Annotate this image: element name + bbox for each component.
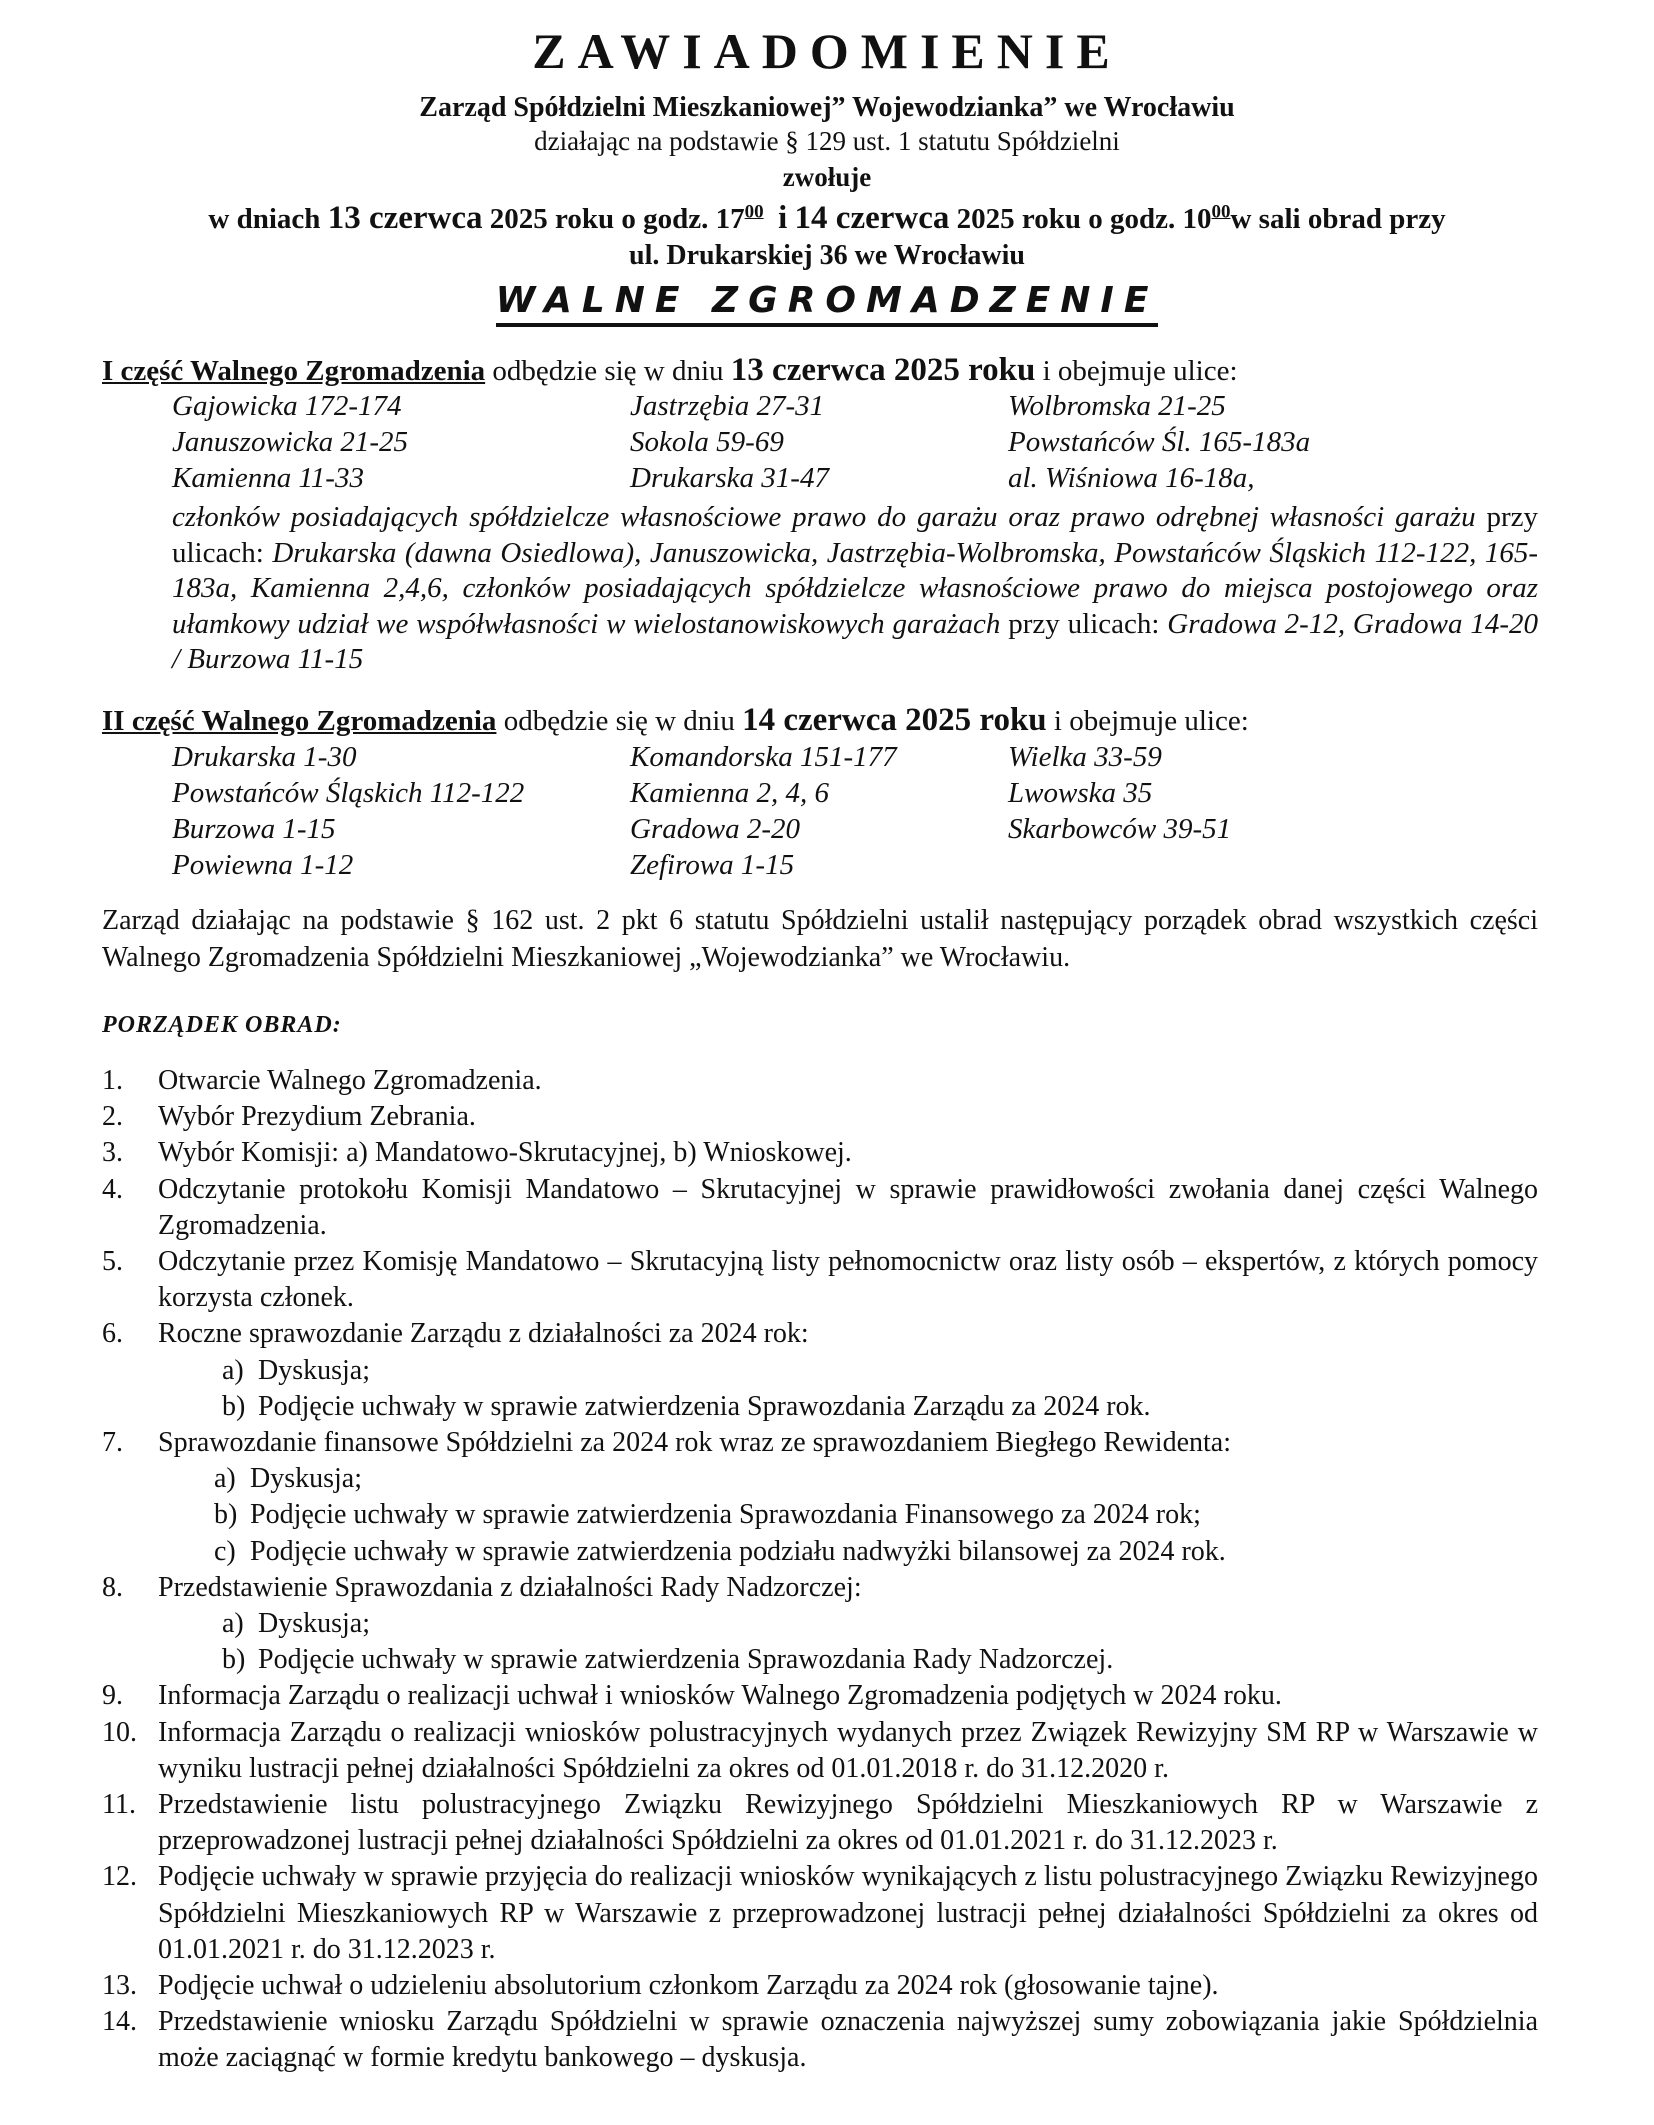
agenda-subitem-text: Podjęcie uchwały w sprawie zatwierdzenia Sprawozdania Rady Nadzorczej. (258, 1644, 1114, 1676)
street-name: Drukarska 31-47 (630, 462, 829, 494)
agenda-subitem (102, 1534, 1538, 1570)
agenda-subitem (102, 1497, 1538, 1533)
members-text-e: Gradowa 2-12, Gradowa 14-20 / Burzowa 11-15 (172, 607, 1538, 675)
agenda-item-number: 6. (102, 1318, 123, 1350)
date-1: 13 czerwca (327, 200, 483, 236)
agenda-item-number: 2. (102, 1101, 123, 1133)
agenda-item-number: 1. (102, 1065, 123, 1096)
dates-suffix: w sali obrad przy (1230, 203, 1446, 235)
agenda-item (102, 1135, 1538, 1171)
agenda-item (102, 1678, 1538, 1714)
agenda-item (102, 1244, 1538, 1316)
part-2-suffix: i obejmuje ulice: (1053, 705, 1249, 737)
part-1-middle: odbędzie się w dniu (492, 355, 724, 387)
street-name: Powiewna 1-12 (172, 849, 354, 881)
agenda-subitem-text: Dyskusja; (250, 1463, 362, 1495)
agenda-item (102, 1063, 1538, 1099)
time-1-minutes: 00 (744, 201, 764, 223)
street-name: Kamienna 2, 4, 6 (630, 777, 829, 809)
agenda-item (102, 2004, 1538, 2076)
agenda-subitem (102, 1642, 1538, 1678)
agenda-item-number: 5. (102, 1246, 123, 1278)
agenda-item-text: Podjęcie uchwały w sprawie przyjęcia do realizacji wniosków wynikających z listu polustracyjnego Związku Rewizyjnego Spółdzielni Mieszkaniowych RP w Warszawie z przeprowadzonej lustracji pełnej działalności Spółdzielni za okres od 01.01.2021 r. do 31.12.2023 r. (158, 1861, 1538, 1965)
time-2-minutes: 00 (1211, 201, 1231, 223)
agenda-item-text: Informacja Zarządu o realizacji wniosków polustracyjnych wydanych przez Związek Rewizyjny SM RP w Warszawie w wyniku lustracji pełnej działalności Spółdzielni za okres od 01.01.2018 r. do 31.12.2020 r. (158, 1716, 1538, 1784)
agenda-item (102, 1099, 1538, 1135)
agenda-subitem-text: Dyskusja; (258, 1354, 370, 1386)
street-name: Powstańców Śl. 165-183a (1008, 426, 1311, 458)
part-2-middle: odbędzie się w dniu (503, 705, 735, 737)
street-name: Gajowicka 172-174 (172, 390, 402, 422)
agenda-subitem-letter: c) (214, 1535, 236, 1567)
document-title: ZAWIADOMIENIE (532, 23, 1122, 79)
agenda-subitem-text: Podjęcie uchwały w sprawie zatwierdzenia podziału nadwyżki bilansowej za 2024 rok. (250, 1535, 1226, 1567)
agenda-item-text: Podjęcie uchwał o udzieleniu absolutorium członkom Zarządu za 2024 rok (głosowanie tajne). (158, 1970, 1219, 2002)
agenda-item-number: 4. (102, 1173, 123, 1205)
members-text-a: członków posiadających spółdzielcze własnościowe prawo do garażu oraz prawo odrębnej własności garażu (172, 501, 1476, 533)
agenda-item (102, 1570, 1538, 1606)
street-name: al. Wiśniowa 16-18a, (1008, 462, 1255, 494)
agenda-item (102, 1316, 1538, 1352)
meeting-name-heading (0, 280, 1654, 321)
agenda-item-number: 9. (102, 1680, 123, 1712)
part-2-heading (102, 702, 1249, 739)
agenda-subitem-text: Podjęcie uchwały w sprawie zatwierdzenia Sprawozdania Finansowego za 2024 rok; (250, 1499, 1201, 1531)
street-name: Kamienna 11-33 (172, 462, 364, 494)
agenda-subitem (102, 1389, 1538, 1425)
meeting-place: ul. Drukarskiej 36 we Wrocławiu (629, 240, 1025, 271)
date-1-rest: 2025 roku o godz. 17 (489, 203, 745, 235)
legal-basis-line: działając na podstawie § 129 ust. 1 statutu Spółdzielni (534, 126, 1120, 156)
street-name: Drukarska 1-30 (172, 741, 357, 773)
agenda-item (102, 1715, 1538, 1787)
agenda-subitem-letter: a) (222, 1354, 244, 1386)
agenda-subitem-text: Podjęcie uchwały w sprawie zatwierdzenia Sprawozdania Zarządu za 2024 rok. (258, 1390, 1151, 1422)
agenda-item-text: Roczne sprawozdanie Zarządu z działalności za 2024 rok: (158, 1318, 809, 1350)
agenda-item-text: Wybór Komisji: a) Mandatowo-Skrutacyjnej, b) Wnioskowej. (158, 1137, 852, 1169)
agenda-item-text: Wybór Prezydium Zebrania. (158, 1101, 476, 1133)
street-name: Komandorska 151-177 (630, 741, 897, 773)
part-1-date: 13 czerwca 2025 roku (730, 352, 1036, 388)
agenda-item (102, 1172, 1538, 1244)
agenda-subitem (102, 1461, 1538, 1497)
members-text-b: przy ulicach: (172, 501, 1538, 569)
street-name: Gradowa 2-20 (630, 813, 800, 845)
agenda-item-number: 7. (102, 1427, 123, 1459)
members-text-d: przy ulicach: (1008, 607, 1160, 640)
meeting-name: WALNE ZGROMADZENIE (496, 280, 1159, 327)
part-1-heading (102, 352, 1238, 389)
board-statement: Zarząd działając na podstawie § 162 ust. 2 pkt 6 statutu Spółdzielni ustalił następujący porządek obrad wszystkich części Walnego Zgromadzenia Spółdzielni Mieszkaniowej „Wojewodzianka” we Wrocławiu. (102, 905, 1538, 973)
street-name: Zefirowa 1-15 (630, 849, 795, 881)
street-name: Sokola 59-69 (630, 426, 784, 458)
agenda-item-number: 13. (102, 1970, 137, 2002)
convenes-line: zwołuje (782, 162, 872, 192)
agenda-item-number: 11. (102, 1789, 136, 1821)
agenda-item-number: 14. (102, 2006, 137, 2038)
part-1-suffix: i obejmuje ulice: (1042, 355, 1238, 387)
street-name: Jastrzębia 27-31 (630, 390, 825, 422)
and-word: i (778, 200, 788, 236)
agenda-item-number: 12. (102, 1861, 137, 1893)
street-name: Lwowska 35 (1008, 777, 1153, 809)
part-1-members-note (172, 500, 1538, 678)
part-2-date: 14 czerwca 2025 roku (742, 702, 1047, 738)
agenda-item-text: Przedstawienie listu polustracyjnego Związku Rewizyjnego Spółdzielni Mieszkaniowych RP w Warszawie z przeprowadzonej lustracji pełnej działalności Spółdzielni za okres od 01.01.2021 r. do 31.12.2023 r. (158, 1789, 1538, 1857)
part-1-label: I część Walnego Zgromadzenia (102, 355, 486, 387)
agenda-item-text: Sprawozdanie finansowe Spółdzielni za 2024 rok wraz ze sprawozdaniem Biegłego Rewidenta: (158, 1427, 1231, 1459)
date-2-rest: 2025 roku o godz. 10 (956, 203, 1212, 235)
agenda-item-number: 10. (102, 1716, 137, 1748)
date-2: 14 czerwca (794, 200, 950, 236)
agenda-item-text: Przedstawienie Sprawozdania z działalności Rady Nadzorczej: (158, 1571, 862, 1603)
street-name: Burzowa 1-15 (172, 813, 336, 845)
agenda-subitem-letter: b) (214, 1499, 238, 1531)
agenda-subitem-letter: b) (222, 1390, 246, 1422)
agenda-subitem-letter: b) (222, 1644, 246, 1676)
street-name: Wolbromska 21-25 (1008, 390, 1226, 422)
agenda-subitem-letter: a) (214, 1463, 236, 1495)
agenda-subitem (102, 1353, 1538, 1389)
street-name: Wielka 33-59 (1008, 741, 1162, 773)
agenda-item-text: Odczytanie przez Komisję Mandatowo – Skrutacyjną listy pełnomocnictw oraz listy osób – ekspertów, z których pomocy korzysta członek. (158, 1246, 1538, 1314)
part-2-label: II część Walnego Zgromadzenia (102, 705, 497, 737)
street-name: Skarbowców 39-51 (1008, 813, 1232, 845)
agenda-item (102, 1787, 1538, 1859)
agenda-item-text: Otwarcie Walnego Zgromadzenia. (158, 1065, 542, 1096)
agenda-list (102, 1063, 1538, 2077)
meeting-dates-line (0, 200, 1654, 237)
dates-prefix: w dniach (208, 203, 321, 235)
agenda-item-number: 8. (102, 1571, 123, 1603)
agenda-item (102, 1859, 1538, 1968)
agenda-subitem-letter: a) (222, 1608, 244, 1640)
street-name: Powstańców Śląskich 112-122 (172, 777, 525, 809)
agenda-item (102, 1425, 1538, 1461)
agenda-item-number: 3. (102, 1137, 123, 1169)
agenda-subitem-text: Dyskusja; (258, 1608, 370, 1640)
agenda-item (102, 1968, 1538, 2004)
members-text-c: Drukarska (dawna Osiedlowa), Januszowicka, Jastrzębia-Wolbromska, Powstańców Śląskich 112-122, 165-183a, Kamienna 2,4,6, członków posiadających spółdzielcze własnościowe prawo do miejsca postojowego oraz ułamkowy udział we współwłasności w wielostanowiskowych garażach (172, 536, 1539, 640)
issuer-line: Zarząd Spółdzielni Mieszkaniowej” Wojewodzianka” we Wrocławiu (419, 92, 1235, 123)
agenda-item-text: Przedstawienie wniosku Zarządu Spółdzielni w sprawie oznaczenia najwyższej sumy zobowiązania jakie Spółdzielnia może zaciągnąć w formie kredytu bankowego – dyskusja. (158, 2006, 1538, 2074)
agenda-subitem (102, 1606, 1538, 1642)
agenda-item-text: Informacja Zarządu o realizacji uchwał i wniosków Walnego Zgromadzenia podjętych w 2024 roku. (158, 1680, 1282, 1712)
agenda-item-text: Odczytanie protokołu Komisji Mandatowo – Skrutacyjnej w sprawie prawidłowości zwołania danej części Walnego Zgromadzenia. (158, 1173, 1538, 1241)
agenda-title: PORZĄDEK OBRAD: (102, 1012, 342, 1038)
street-name: Januszowicka 21-25 (172, 426, 408, 458)
